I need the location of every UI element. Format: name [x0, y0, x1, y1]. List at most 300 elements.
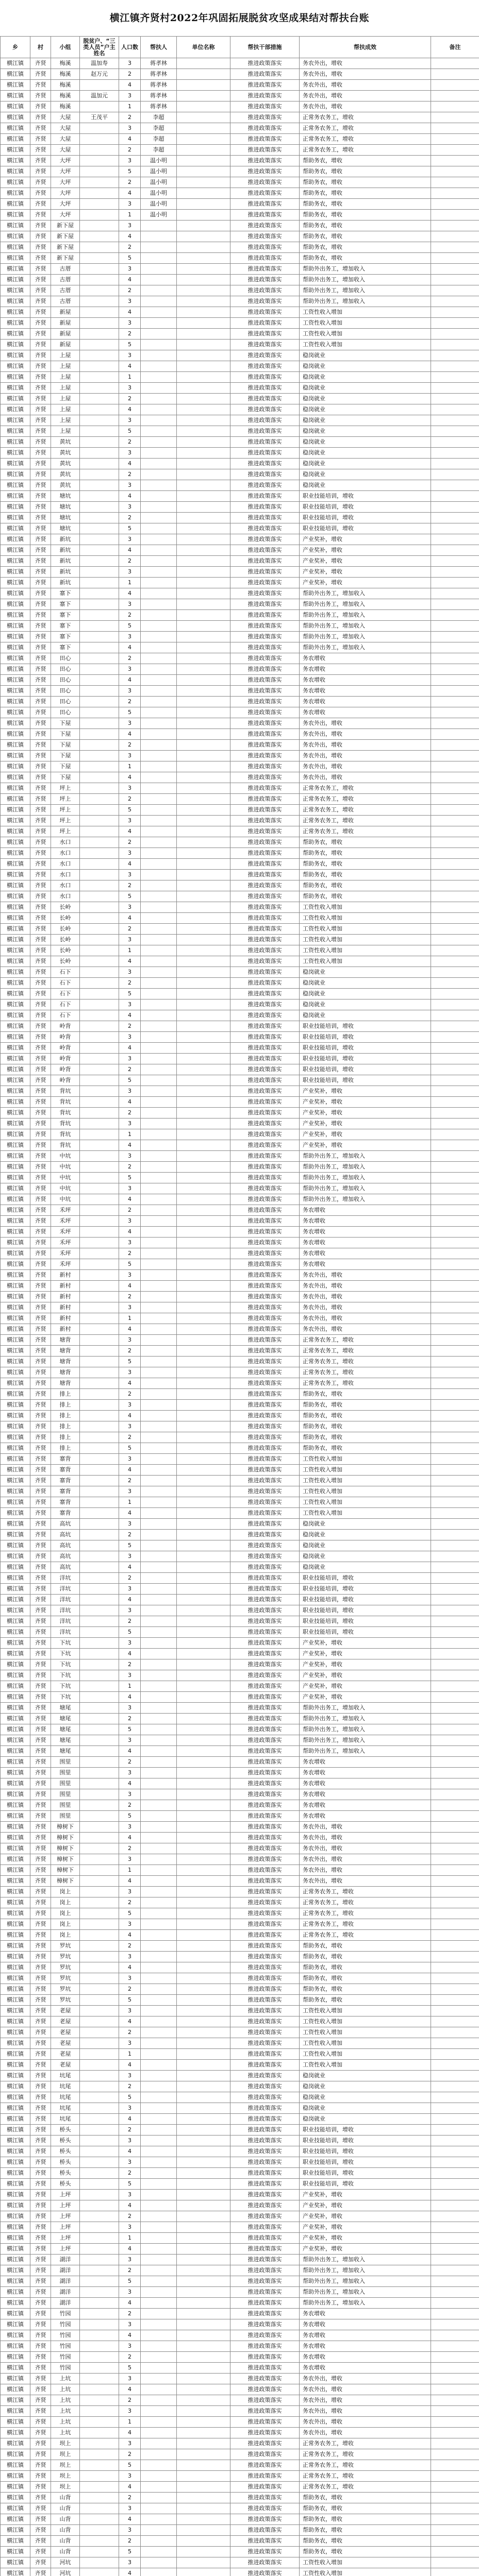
table-row	[1, 2081, 479, 2092]
cell-remark	[431, 1389, 479, 1400]
cell-effect: 帮助务农，增收	[300, 1952, 431, 1962]
cell-helper-name	[141, 1324, 177, 1335]
cell-remark	[431, 556, 479, 567]
cell-remark	[431, 653, 479, 664]
cell-household-size: 4	[119, 188, 141, 199]
cell-household-size: 2	[119, 880, 141, 891]
cell-measures: 推进政策落实	[230, 1616, 300, 1627]
cell-group: 水口	[51, 848, 80, 859]
cell-effect: 务农外出，增收	[300, 751, 431, 761]
cell-village: 齐贤	[30, 459, 51, 469]
cell-household-head	[80, 2287, 119, 2298]
cell-effect: 帮助外出务工，增加收入	[300, 2255, 431, 2265]
cell-village: 齐贤	[30, 1497, 51, 1508]
cell-effect: 务农外出，增收	[300, 761, 431, 772]
cell-measures: 推进政策落实	[230, 588, 300, 599]
table-row	[1, 1746, 479, 1757]
cell-effect: 工资性收入增加	[300, 902, 431, 913]
cell-measures: 推进政策落实	[230, 426, 300, 437]
cell-helper-name	[141, 296, 177, 307]
cell-helper-unit	[177, 1908, 230, 1919]
cell-helper-unit	[177, 188, 230, 199]
cell-group: 樟树下	[51, 1822, 80, 1833]
table-row	[1, 1497, 479, 1508]
cell-remark	[431, 1346, 479, 1357]
cell-helper-unit	[177, 805, 230, 816]
cell-measures: 推进政策落实	[230, 978, 300, 989]
cell-village: 齐贤	[30, 188, 51, 199]
table-row	[1, 610, 479, 621]
cell-remark	[431, 1032, 479, 1043]
cell-remark	[431, 1281, 479, 1292]
cell-remark	[431, 1476, 479, 1486]
cell-group: 山背	[51, 2503, 80, 2514]
cell-helper-name	[141, 718, 177, 729]
cell-helper-unit	[177, 578, 230, 588]
cell-helper-unit	[177, 2092, 230, 2103]
table-row	[1, 1800, 479, 1811]
cell-household-head	[80, 1400, 119, 1411]
cell-household-size: 3	[119, 58, 141, 69]
cell-remark	[431, 221, 479, 231]
cell-helper-unit	[177, 2006, 230, 2016]
cell-helper-name	[141, 2168, 177, 2179]
cell-village: 齐贤	[30, 2374, 51, 2384]
cell-household-size: 3	[119, 999, 141, 1010]
cell-measures: 推进政策落实	[230, 1595, 300, 1605]
cell-household-head	[80, 632, 119, 642]
table-row	[1, 1346, 479, 1357]
cell-household-size: 4	[119, 2200, 141, 2211]
cell-measures: 推进政策落实	[230, 1032, 300, 1043]
cell-township: 横江镇	[1, 772, 30, 783]
cell-household-size: 3	[119, 383, 141, 394]
cell-helper-unit	[177, 221, 230, 231]
cell-household-head	[80, 383, 119, 394]
cell-measures: 推进政策落实	[230, 502, 300, 513]
cell-helper-unit	[177, 1800, 230, 1811]
cell-effect: 务农外出，增收	[300, 1843, 431, 1854]
cell-measures: 推进政策落实	[230, 1346, 300, 1357]
cell-village: 齐贤	[30, 1432, 51, 1443]
cell-group: 洋坑	[51, 1573, 80, 1584]
cell-household-head	[80, 2363, 119, 2374]
cell-helper-name	[141, 1432, 177, 1443]
cell-group: 河坑	[51, 2568, 80, 2576]
cell-effect: 帮助务农，增收	[300, 177, 431, 188]
table-row	[1, 1984, 479, 1995]
cell-household-size: 3	[119, 1054, 141, 1064]
cell-household-head	[80, 2125, 119, 2136]
cell-household-size: 1	[119, 1865, 141, 1876]
cell-helper-unit	[177, 2060, 230, 2071]
cell-township: 横江镇	[1, 1421, 30, 1432]
cell-remark	[431, 1411, 479, 1421]
cell-remark	[431, 253, 479, 264]
cell-group: 禾坪	[51, 1216, 80, 1227]
cell-group: 下坑	[51, 1638, 80, 1649]
cell-helper-unit	[177, 1335, 230, 1346]
cell-helper-name	[141, 2460, 177, 2471]
table-row	[1, 394, 479, 404]
cell-township: 横江镇	[1, 2233, 30, 2244]
cell-household-head	[80, 2222, 119, 2233]
cell-group: 岭背	[51, 1075, 80, 1086]
cell-village: 齐贤	[30, 210, 51, 221]
cell-measures: 推进政策落实	[230, 1995, 300, 2006]
cell-effect: 职业技能培训，增收	[300, 523, 431, 534]
cell-household-head	[80, 1173, 119, 1183]
table-row	[1, 2568, 479, 2576]
cell-group: 坪上	[51, 816, 80, 826]
cell-group: 寨下	[51, 621, 80, 632]
cell-household-head	[80, 1962, 119, 1973]
cell-household-size: 2	[119, 1941, 141, 1952]
cell-helper-name	[141, 1162, 177, 1173]
cell-household-head	[80, 805, 119, 816]
table-row	[1, 945, 479, 956]
cell-effect: 务农增收	[300, 1238, 431, 1248]
cell-group: 竹园	[51, 2330, 80, 2341]
cell-helper-name	[141, 761, 177, 772]
cell-remark	[431, 2276, 479, 2287]
cell-helper-unit	[177, 664, 230, 675]
cell-village: 齐贤	[30, 1897, 51, 1908]
cell-township: 横江镇	[1, 2341, 30, 2352]
cell-household-head	[80, 2049, 119, 2060]
cell-group: 大坪	[51, 188, 80, 199]
cell-effect: 务农增收	[300, 1789, 431, 1800]
table-row	[1, 1508, 479, 1519]
cell-effect: 职业技能培训，增收	[300, 1075, 431, 1086]
cell-household-head	[80, 686, 119, 697]
cell-group: 樟树下	[51, 1854, 80, 1865]
cell-remark	[431, 2049, 479, 2060]
cell-household-size: 3	[119, 870, 141, 880]
cell-effect: 职业技能培训，增收	[300, 1043, 431, 1054]
cell-village: 齐贤	[30, 404, 51, 415]
table-row	[1, 2319, 479, 2330]
cell-effect: 职业技能培训，增收	[300, 2179, 431, 2190]
table-row	[1, 2038, 479, 2049]
table-row	[1, 956, 479, 967]
table-row	[1, 1292, 479, 1302]
cell-remark	[431, 2363, 479, 2374]
column-header-helper-unit: 单位名称	[177, 37, 230, 58]
table-row	[1, 578, 479, 588]
cell-measures: 推进政策落实	[230, 1540, 300, 1551]
cell-household-size: 4	[119, 2244, 141, 2255]
cell-effect: 务农外出，增收	[300, 740, 431, 751]
cell-household-head	[80, 2417, 119, 2428]
cell-household-head	[80, 2428, 119, 2438]
cell-township: 横江镇	[1, 1302, 30, 1313]
cell-remark	[431, 2536, 479, 2547]
cell-helper-unit	[177, 870, 230, 880]
cell-measures: 推进政策落实	[230, 58, 300, 69]
cell-household-size: 3	[119, 480, 141, 491]
cell-effect: 正常务农务工，增收	[300, 1367, 431, 1378]
cell-measures: 推进政策落实	[230, 2146, 300, 2157]
cell-helper-name	[141, 1973, 177, 1984]
cell-remark	[431, 2557, 479, 2568]
cell-village: 齐贤	[30, 2276, 51, 2287]
cell-household-head	[80, 1616, 119, 1627]
cell-household-size: 2	[119, 2449, 141, 2460]
cell-effect: 帮助务农，增收	[300, 199, 431, 210]
cell-household-size: 2	[119, 469, 141, 480]
cell-measures: 推进政策落实	[230, 534, 300, 545]
cell-remark	[431, 956, 479, 967]
cell-village: 齐贤	[30, 1205, 51, 1216]
cell-measures: 推进政策落实	[230, 372, 300, 383]
table-row	[1, 329, 479, 340]
cell-helper-unit	[177, 1995, 230, 2006]
table-row	[1, 816, 479, 826]
cell-measures: 推进政策落实	[230, 101, 300, 112]
cell-measures: 推进政策落实	[230, 1659, 300, 1670]
cell-remark	[431, 902, 479, 913]
cell-helper-name	[141, 751, 177, 761]
cell-township: 横江镇	[1, 2330, 30, 2341]
cell-village: 齐贤	[30, 1411, 51, 1421]
cell-township: 横江镇	[1, 123, 30, 134]
cell-remark	[431, 1508, 479, 1519]
cell-township: 横江镇	[1, 2363, 30, 2374]
cell-township: 横江镇	[1, 2211, 30, 2222]
table-row	[1, 2027, 479, 2038]
cell-helper-name	[141, 578, 177, 588]
cell-household-size: 3	[119, 1086, 141, 1097]
cell-helper-unit	[177, 1887, 230, 1897]
cell-effect: 务农外出，增收	[300, 2406, 431, 2417]
table-row	[1, 2136, 479, 2146]
cell-effect: 工资性收入增加	[300, 2016, 431, 2027]
cell-household-size: 5	[119, 1075, 141, 1086]
cell-group: 岗上	[51, 1908, 80, 1919]
cell-household-head	[80, 1843, 119, 1854]
cell-group: 水口	[51, 837, 80, 848]
cell-remark	[431, 718, 479, 729]
table-row	[1, 1638, 479, 1649]
cell-helper-unit	[177, 2319, 230, 2330]
cell-helper-name	[141, 2428, 177, 2438]
cell-measures: 推进政策落实	[230, 340, 300, 350]
cell-household-size: 5	[119, 1908, 141, 1919]
table-row	[1, 642, 479, 653]
cell-township: 横江镇	[1, 188, 30, 199]
cell-household-head: 温加寿	[80, 58, 119, 69]
cell-helper-unit	[177, 545, 230, 556]
cell-household-size: 3	[119, 1151, 141, 1162]
column-header-household-size: 人口数	[119, 37, 141, 58]
cell-group: 塘坑	[51, 502, 80, 513]
cell-helper-unit	[177, 1735, 230, 1746]
cell-measures: 推进政策落实	[230, 2417, 300, 2428]
cell-group: 竹园	[51, 2341, 80, 2352]
cell-township: 横江镇	[1, 2103, 30, 2114]
cell-household-size: 2	[119, 1800, 141, 1811]
table-row	[1, 1476, 479, 1486]
cell-household-head	[80, 1248, 119, 1259]
cell-helper-unit	[177, 1248, 230, 1259]
cell-measures: 推进政策落实	[230, 751, 300, 761]
cell-helper-unit	[177, 891, 230, 902]
cell-household-size: 4	[119, 1649, 141, 1659]
cell-township: 横江镇	[1, 902, 30, 913]
cell-helper-name	[141, 642, 177, 653]
cell-remark	[431, 80, 479, 91]
cell-village: 齐贤	[30, 2190, 51, 2200]
cell-household-head	[80, 1984, 119, 1995]
cell-helper-name	[141, 2363, 177, 2374]
cell-measures: 推进政策落实	[230, 307, 300, 318]
cell-group: 山背	[51, 2525, 80, 2536]
cell-effect: 帮助务农，增收	[300, 2536, 431, 2547]
cell-helper-name	[141, 1768, 177, 1778]
cell-township: 横江镇	[1, 1984, 30, 1995]
cell-measures: 推进政策落实	[230, 448, 300, 459]
cell-helper-unit	[177, 1649, 230, 1659]
cell-helper-unit	[177, 2222, 230, 2233]
cell-effect: 正常务农务工，增收	[300, 112, 431, 123]
cell-village: 齐贤	[30, 112, 51, 123]
cell-village: 齐贤	[30, 1508, 51, 1519]
cell-helper-unit	[177, 156, 230, 166]
cell-township: 横江镇	[1, 112, 30, 123]
cell-household-head	[80, 340, 119, 350]
cell-helper-name	[141, 1086, 177, 1097]
cell-helper-unit	[177, 1595, 230, 1605]
cell-household-size: 3	[119, 967, 141, 978]
cell-measures: 推进政策落实	[230, 2438, 300, 2449]
cell-helper-name	[141, 2265, 177, 2276]
table-row	[1, 1887, 479, 1897]
cell-village: 齐贤	[30, 383, 51, 394]
cell-household-size: 3	[119, 2503, 141, 2514]
cell-household-head	[80, 1822, 119, 1833]
cell-household-head	[80, 1768, 119, 1778]
cell-remark	[431, 2417, 479, 2428]
cell-group: 岭背	[51, 1054, 80, 1064]
cell-measures: 推进政策落实	[230, 1703, 300, 1714]
cell-remark	[431, 1843, 479, 1854]
cell-measures: 推进政策落实	[230, 80, 300, 91]
cell-group: 坪上	[51, 783, 80, 794]
cell-township: 横江镇	[1, 177, 30, 188]
cell-village: 齐贤	[30, 1118, 51, 1129]
cell-township: 横江镇	[1, 307, 30, 318]
cell-township: 横江镇	[1, 556, 30, 567]
cell-helper-name	[141, 340, 177, 350]
cell-helper-unit	[177, 2298, 230, 2309]
cell-helper-unit	[177, 1962, 230, 1973]
cell-effect: 帮助外出务工，增加收入	[300, 1714, 431, 1724]
cell-helper-unit	[177, 1627, 230, 1638]
cell-village: 齐贤	[30, 101, 51, 112]
cell-remark	[431, 2168, 479, 2179]
cell-household-size: 1	[119, 1129, 141, 1140]
cell-village: 齐贤	[30, 394, 51, 404]
cell-remark	[431, 1930, 479, 1941]
table-row	[1, 556, 479, 567]
cell-household-size: 3	[119, 1032, 141, 1043]
cell-measures: 推进政策落实	[230, 329, 300, 340]
cell-household-size: 2	[119, 1248, 141, 1259]
cell-measures: 推进政策落实	[230, 123, 300, 134]
table-row	[1, 264, 479, 275]
cell-village: 齐贤	[30, 578, 51, 588]
cell-household-head	[80, 188, 119, 199]
cell-measures: 推进政策落实	[230, 1118, 300, 1129]
cell-helper-unit	[177, 275, 230, 285]
cell-effect: 正常务农务工，增收	[300, 145, 431, 156]
cell-effect: 正常务农务工，增收	[300, 805, 431, 816]
table-row	[1, 231, 479, 242]
cell-household-size: 4	[119, 588, 141, 599]
cell-group: 湖洋	[51, 2276, 80, 2287]
cell-effect: 正常务农务工，增收	[300, 1335, 431, 1346]
cell-household-size: 3	[119, 1854, 141, 1865]
cell-group: 塘尾	[51, 1714, 80, 1724]
table-row	[1, 2363, 479, 2374]
table-row	[1, 404, 479, 415]
cell-household-size: 4	[119, 231, 141, 242]
cell-household-size: 1	[119, 1681, 141, 1692]
cell-township: 横江镇	[1, 2190, 30, 2200]
cell-helper-name	[141, 599, 177, 610]
cell-remark	[431, 1887, 479, 1897]
column-header-township: 乡	[1, 37, 30, 58]
cell-household-head	[80, 1021, 119, 1032]
cell-effect: 正常务农务工，增收	[300, 1919, 431, 1930]
cell-household-head	[80, 2168, 119, 2179]
cell-measures: 推进政策落实	[230, 1692, 300, 1703]
cell-measures: 推进政策落实	[230, 296, 300, 307]
cell-measures: 推进政策落实	[230, 253, 300, 264]
cell-effect: 务农增收	[300, 2363, 431, 2374]
cell-township: 横江镇	[1, 1508, 30, 1519]
cell-helper-unit	[177, 794, 230, 805]
table-row	[1, 989, 479, 999]
cell-helper-name	[141, 2092, 177, 2103]
cell-household-head	[80, 967, 119, 978]
cell-helper-unit	[177, 1216, 230, 1227]
cell-household-head	[80, 2211, 119, 2222]
cell-effect: 务农外出，增收	[300, 1822, 431, 1833]
cell-remark	[431, 134, 479, 145]
cell-remark	[431, 2027, 479, 2038]
cell-township: 横江镇	[1, 1476, 30, 1486]
cell-helper-name	[141, 1519, 177, 1530]
cell-village: 齐贤	[30, 1724, 51, 1735]
cell-measures: 推进政策落实	[230, 210, 300, 221]
table-row	[1, 1400, 479, 1411]
cell-household-size: 4	[119, 2482, 141, 2493]
cell-township: 横江镇	[1, 1562, 30, 1573]
cell-helper-name	[141, 2298, 177, 2309]
cell-remark	[431, 372, 479, 383]
cell-household-size: 4	[119, 1595, 141, 1605]
cell-household-head	[80, 166, 119, 177]
cell-group: 岭背	[51, 1064, 80, 1075]
cell-effect: 产业奖补，增收	[300, 1670, 431, 1681]
table-row	[1, 1649, 479, 1659]
cell-helper-unit	[177, 1659, 230, 1670]
cell-effect: 帮助务农，增收	[300, 2514, 431, 2525]
cell-household-size: 2	[119, 653, 141, 664]
cell-township: 横江镇	[1, 621, 30, 632]
